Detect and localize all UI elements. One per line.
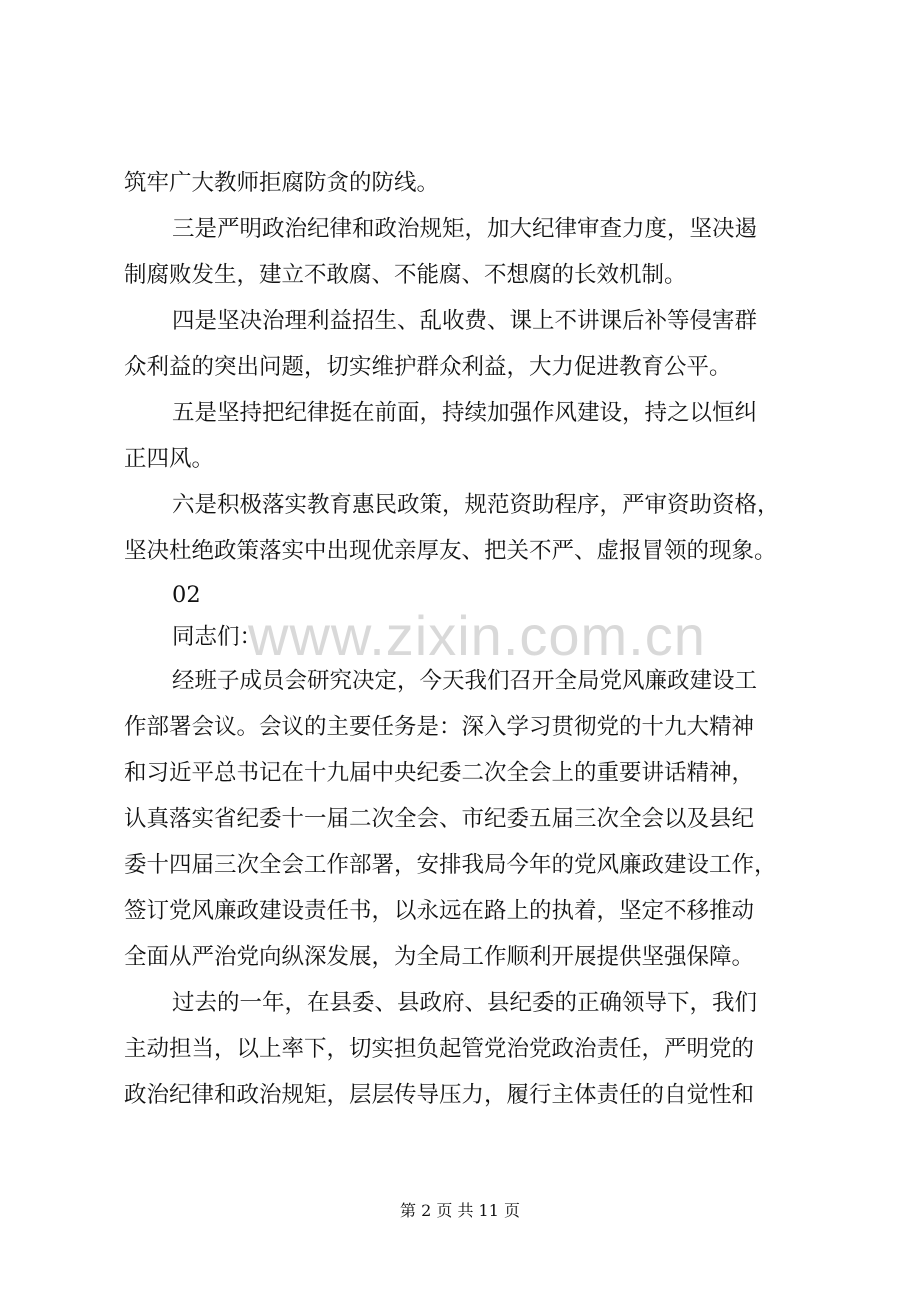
paragraph-line: 经班子成员会研究决定，今天我们召开全局党风廉政建设工	[172, 668, 758, 694]
paragraph-line: 筑牢广大教师拒腐防贪的防线。	[124, 170, 440, 196]
paragraph-line: 委十四届三次全会工作部署，安排我局今年的党风廉政建设工作，	[124, 852, 777, 878]
paragraph-line: 和习近平总书记在十九届中央纪委二次全会上的重要讲话精神，	[124, 760, 755, 786]
watermark: www.zixin.com.cn	[248, 604, 706, 667]
page-footer: 第 2 页 共 11 页	[400, 1201, 520, 1220]
paragraph-line: 主动担当，以上率下，切实担负起管党治党政治责任，严明党的	[124, 1036, 755, 1062]
paragraph-line: 作部署会议。会议的主要任务是：深入学习贯彻党的十九大精神	[124, 714, 755, 740]
paragraph-line: 认真落实省纪委十一届二次全会、市纪委五届三次全会以及县纪	[124, 806, 755, 832]
paragraph-line: 签订党风廉政建设责任书，以永远在路上的执着，坚定不移推动	[124, 898, 755, 924]
paragraph-line: 六是积极落实教育惠民政策，规范资助程序，严审资助资格，	[172, 492, 780, 518]
body-text	[124, 160, 814, 1118]
paragraph-line: 制腐败发生，建立不敢腐、不能腐、不想腐的长效机制。	[124, 262, 687, 288]
paragraph-line: 全面从严治党向纵深发展，为全局工作顺利开展提供坚强保障。	[124, 944, 755, 970]
paragraph-line: 坚决杜绝政策落实中出现优亲厚友、把关不严、虚报冒领的现象。	[124, 538, 777, 564]
salutation: 同志们：	[172, 624, 263, 650]
paragraph-line: 众利益的突出问题，切实维护群众利益，大力促进教育公平。	[124, 354, 732, 380]
paragraph-line: 五是坚持把纪律挺在前面，持续加强作风建设，持之以恒纠	[172, 400, 758, 426]
paragraph-line: 正四风。	[124, 446, 215, 472]
paragraph-line: 三是严明政治纪律和政治规矩，加大纪律审查力度，坚决遏	[172, 216, 758, 242]
paragraph-line: 过去的一年，在县委、县政府、县纪委的正确领导下，我们	[172, 990, 758, 1016]
paragraph-line: 政治纪律和政治规矩，层层传导压力，履行主体责任的自觉性和	[124, 1082, 755, 1108]
paragraph-line: 四是坚决治理利益招生、乱收费、课上不讲课后补等侵害群	[172, 308, 758, 334]
section-number: 02	[172, 582, 201, 608]
